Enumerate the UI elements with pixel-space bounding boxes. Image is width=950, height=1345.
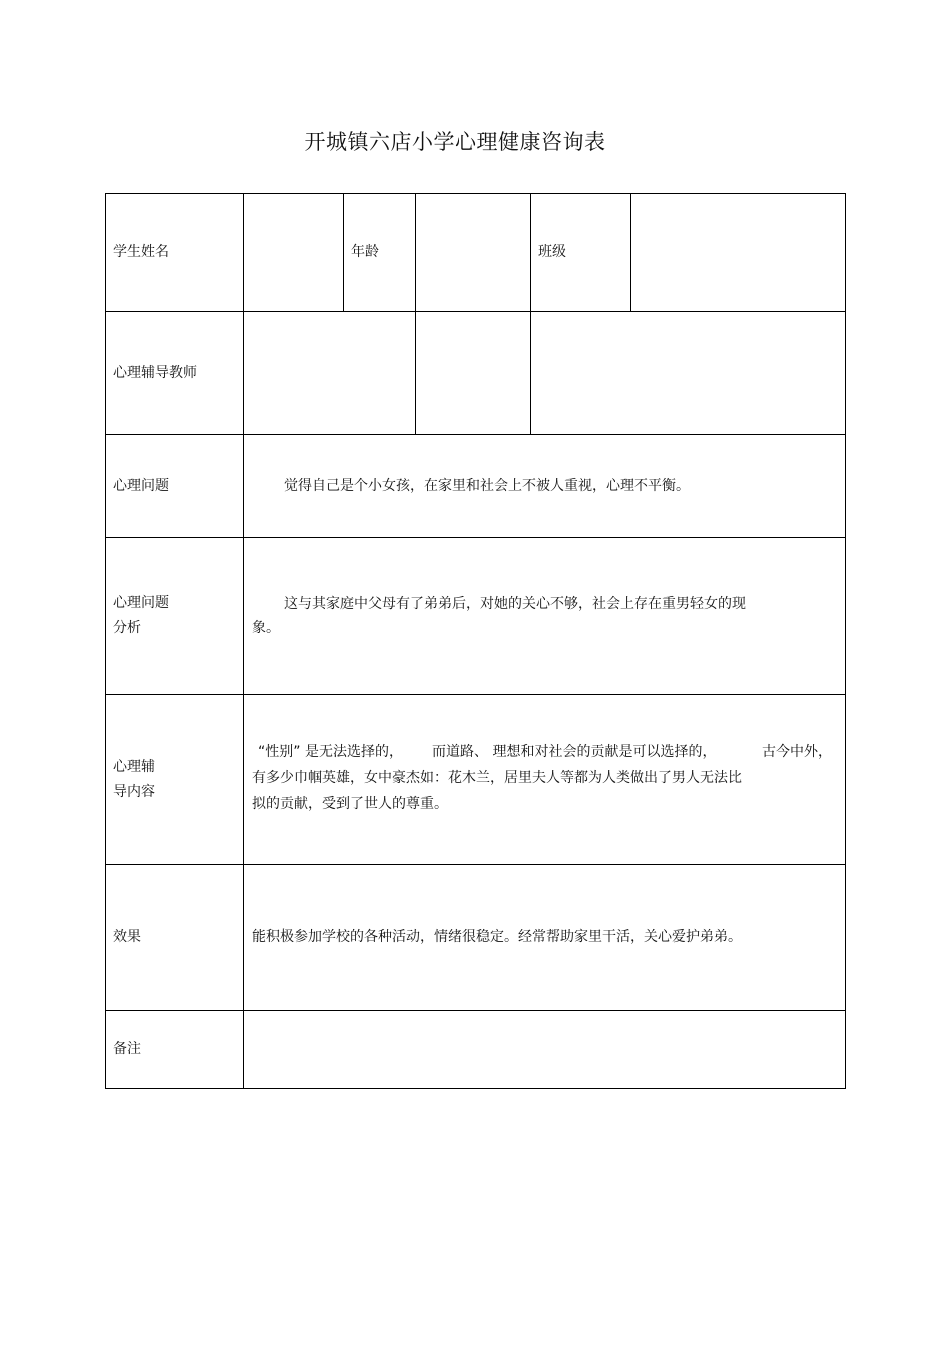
remark-value[interactable] <box>244 1011 845 1088</box>
guidance-content <box>244 695 845 864</box>
guidance-text-line3: 拟的贡献，受到了世人的尊重。 <box>252 796 448 812</box>
analysis-text-line1: 这与其家庭中父母有了弟弟后，对她的关心不够，社会上存在重男轻女的现 <box>284 596 746 612</box>
problem-content <box>244 435 845 537</box>
content-label-line2: 导内容 <box>113 783 155 800</box>
guidance-text-part-c: 古今中外， <box>762 744 832 760</box>
page-title: 开城镇六店小学心理健康咨询表 <box>304 130 606 154</box>
table-border-right <box>845 193 846 1089</box>
teacher-extra-cell[interactable] <box>531 312 845 434</box>
age-value[interactable] <box>416 194 530 311</box>
class-value[interactable] <box>631 194 845 311</box>
effect-label <box>106 865 243 1010</box>
student-name-label-text: 学生姓名 <box>113 244 169 261</box>
class-label-text: 班级 <box>538 244 566 261</box>
effect-content <box>244 865 845 1010</box>
problem-text: 觉得自己是个小女孩，在家里和社会上不被人重视，心理不平衡。 <box>284 477 690 494</box>
remark-label-text: 备注 <box>113 1041 141 1058</box>
age-label <box>344 194 415 311</box>
analysis-text-line2: 象。 <box>252 620 280 636</box>
problem-label <box>106 435 243 537</box>
problem-label-text: 心理问题 <box>113 477 169 494</box>
teacher-label <box>106 312 243 434</box>
effect-text: 能积极参加学校的各种活动，情绪很稳定。经常帮助家里干活，关心爱护弟弟。 <box>252 929 742 946</box>
class-label <box>531 194 630 311</box>
guidance-text-line1 <box>252 740 837 764</box>
table-border-bottom <box>105 1088 846 1089</box>
student-name-label <box>106 194 243 311</box>
effect-label-text: 效果 <box>113 929 141 946</box>
student-name-value[interactable] <box>244 194 343 311</box>
guidance-text-part-a: “性别” 是无法选择的， <box>258 744 403 760</box>
analysis-label-line1: 心理问题 <box>113 595 169 611</box>
age-label-text: 年龄 <box>351 244 379 261</box>
teacher-value[interactable] <box>244 312 415 434</box>
content-label-line1: 心理辅 <box>113 758 155 775</box>
teacher-extra-cell[interactable] <box>416 312 530 434</box>
remark-label <box>106 1011 243 1088</box>
guidance-text-part-b: 而道路、 理想和对社会的贡献是可以选择的， <box>432 744 717 760</box>
teacher-label-text: 心理辅导教师 <box>113 364 197 381</box>
guidance-text-line2: 有多少巾帼英雄，女中豪杰如：花木兰，居里夫人等都为人类做出了男人无法比 <box>252 770 742 786</box>
analysis-label <box>106 538 243 694</box>
analysis-label-line2: 分析 <box>113 620 141 636</box>
content-label <box>106 695 243 864</box>
analysis-content <box>244 538 845 694</box>
